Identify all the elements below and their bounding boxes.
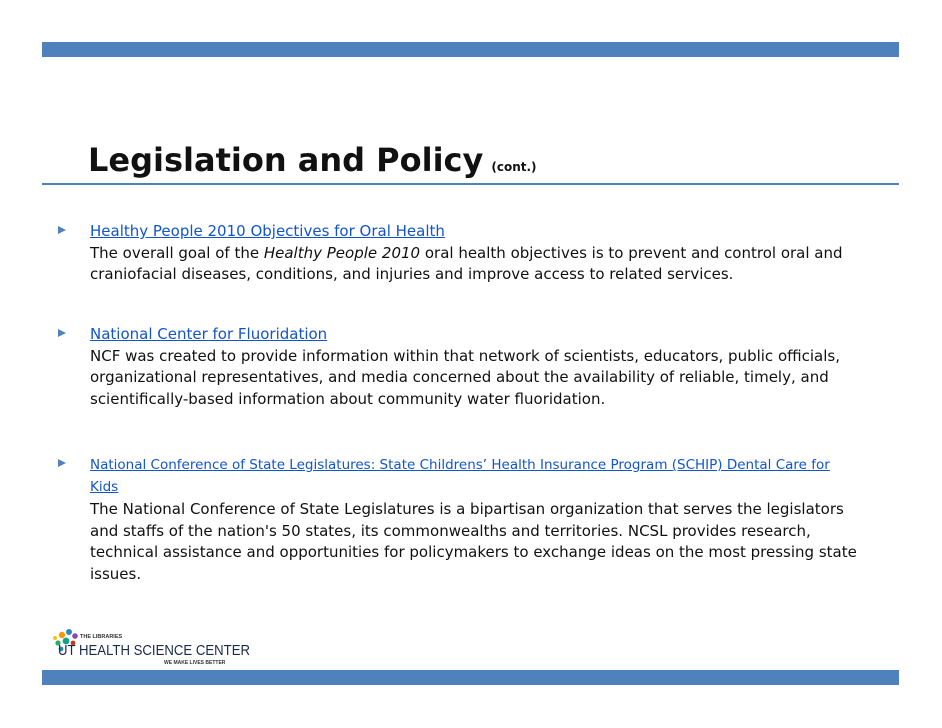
ncsl-schip-link[interactable]: National Conference of State Legislatures: State Childrens’ Health Insurance Program (SCHIP) Dental Care for Kids [90,457,830,495]
description-text: oral health objectives is to prevent and control oral and craniofacial diseases, conditions, and injuries and improve access to related services. [90,243,843,283]
slide-title-suffix: (cont.) [491,160,537,174]
bullet-arrow-icon [58,226,66,234]
bullet-arrow-icon [58,329,66,337]
national-center-fluoridation-link[interactable]: National Center for Fluoridation [90,325,328,343]
list-item [58,324,858,410]
description-text: The overall goal of the [90,243,264,262]
title-divider [42,183,899,185]
ut-health-science-center-logo [52,628,272,668]
bullet-arrow-icon [58,459,66,467]
list-item [58,454,858,585]
bottom-accent-bar [42,670,899,685]
logo-top-text: THE LIBRARIES [80,634,123,640]
logo-tagline: WE MAKE LIVES BETTER [164,660,226,666]
top-accent-bar [42,42,899,57]
slide-title [88,140,537,187]
list-item [58,221,858,286]
item-description: The National Conference of State Legislatures is a bipartisan organization that serves the legislators and staffs of the nation's 50 states, its commonwealths and territories. NCSL provides research, technical assistance and opportunities for policymakers to exchange ideas on the most pressing state issues. [90,500,857,583]
healthy-people-link[interactable]: Healthy People 2010 Objectives for Oral Health [90,222,445,240]
item-description [90,243,858,286]
item-description: NCF was created to provide information within that network of scientists, educators, public officials, organizational representatives, and media concerned about the availability of reliable, timely, and scientifically-based information about community water fluoridation. [90,346,840,408]
logo-main-text: UT HEALTH SCIENCE CENTER [58,643,250,659]
slide-title-text: Legislation and Policy [88,141,484,179]
description-emphasis: Healthy People 2010 [263,243,421,262]
